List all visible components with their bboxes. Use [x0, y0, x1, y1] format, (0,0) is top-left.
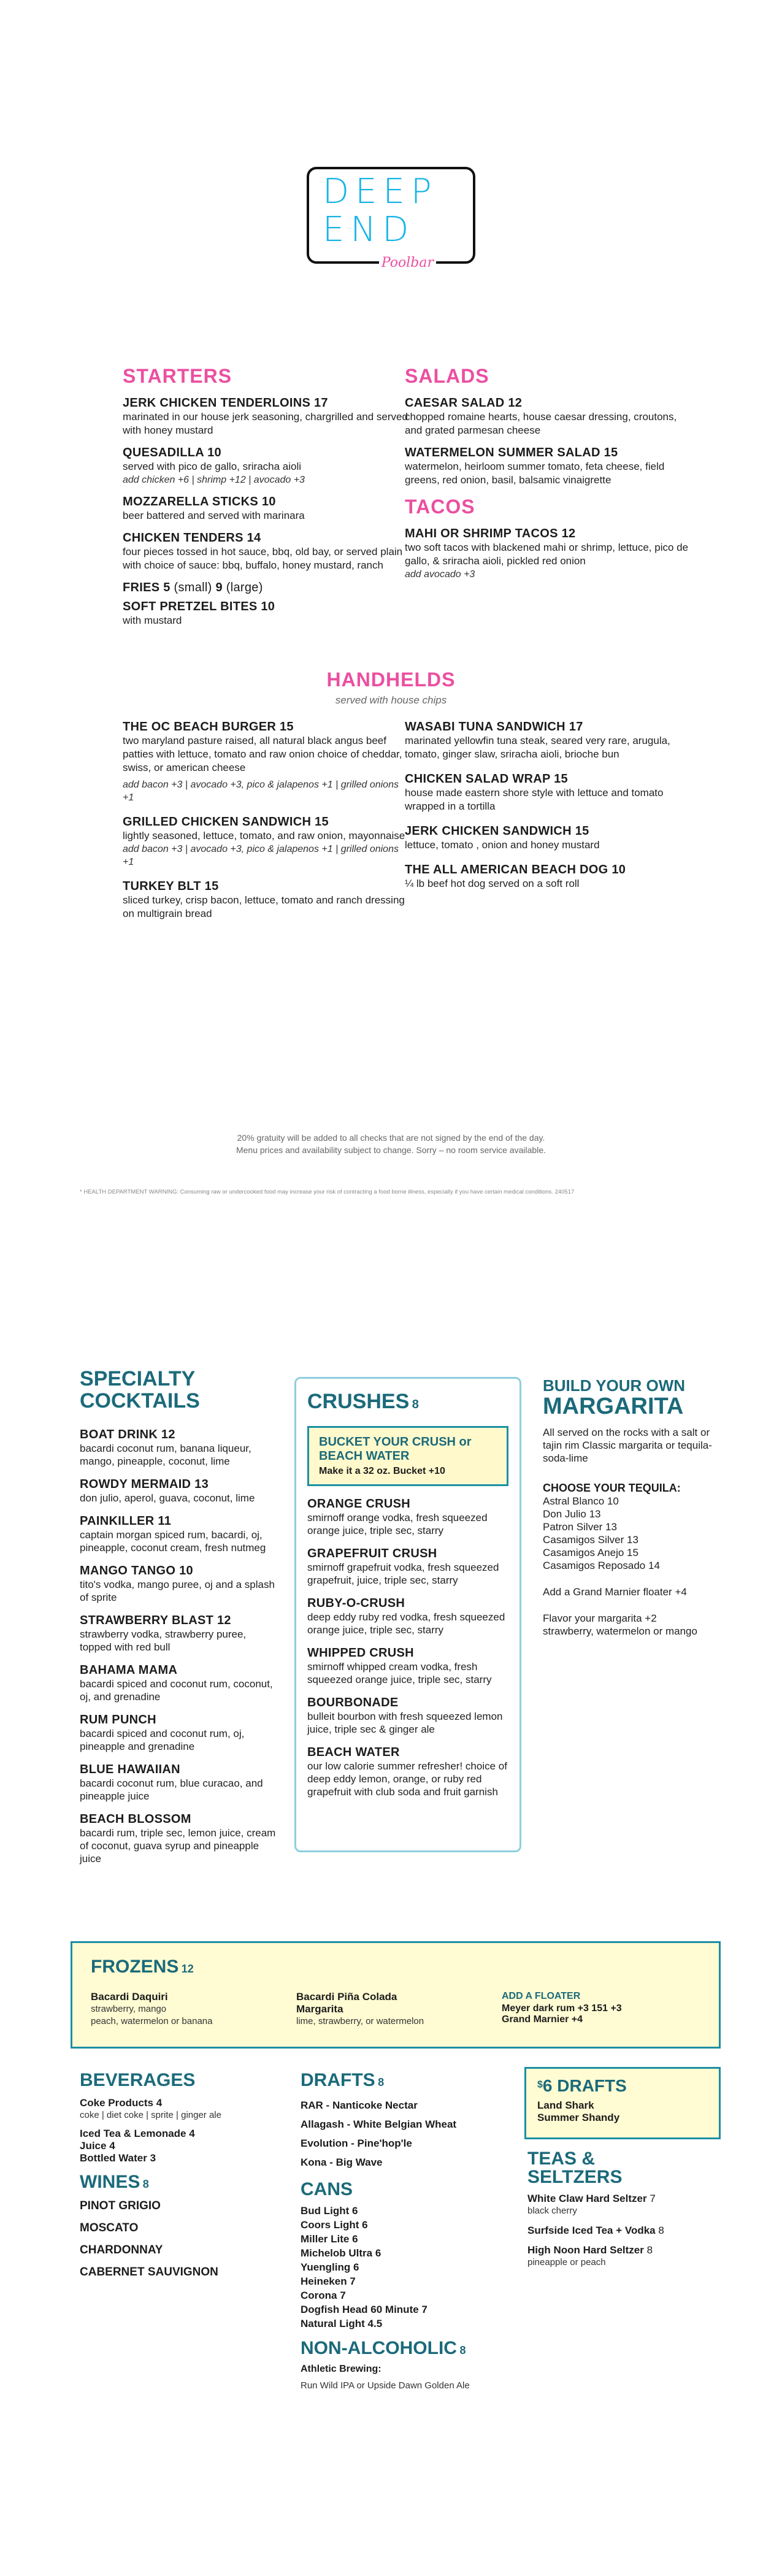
six-drafts-section — [524, 2067, 721, 2139]
specialty-title-1: SPECIALTY — [80, 1367, 196, 1390]
drafts-section — [301, 2070, 509, 2392]
margarita-section — [543, 1377, 721, 1638]
drafts-price: 8 — [378, 2076, 385, 2088]
cocktail-desc: bacardi coconut rum, banana liqueur, mango, pineapple, coconut, lime — [80, 1443, 251, 1467]
can-item: Natural Light 4.5 — [301, 2318, 383, 2329]
crush-name: GRAPEFRUIT CRUSH — [307, 1547, 437, 1560]
dollar-sign: $ — [537, 2079, 543, 2090]
six-drafts-heading — [537, 2076, 708, 2096]
draft-item: Evolution - Pine'hop'le — [301, 2137, 412, 2149]
seltzer-sub: pineapple or peach — [527, 2257, 606, 2267]
can-item: Heineken 7 — [301, 2275, 356, 2287]
menu-item-desc: with mustard — [123, 615, 182, 626]
drafts-title: DRAFTS — [301, 2070, 375, 2090]
frozens-price: 12 — [181, 1963, 194, 1975]
crushes-price: 8 — [412, 1398, 419, 1411]
handhelds-title: HANDHELDS — [326, 669, 456, 691]
menu-item-name: JERK CHICKEN SANDWICH 15 — [405, 824, 589, 838]
wine-item: MOSCATO — [80, 2221, 139, 2234]
menu-item-desc: ¼ lb beef hot dog served on a soft roll — [405, 878, 580, 889]
beverages-section — [80, 2070, 276, 2283]
logo — [307, 167, 475, 270]
menu-item-name: WATERMELON SUMMER SALAD 15 — [405, 446, 618, 459]
gratuity-note: 20% gratuity will be added to all checks that are not signed by the end of the day. — [237, 1133, 545, 1143]
crushes-section — [294, 1377, 521, 1852]
cocktail-name: STRAWBERRY BLAST 12 — [80, 1614, 231, 1627]
menu-item-name: WASABI TUNA SANDWICH 17 — [405, 720, 583, 734]
logo-sub: Poolbar — [379, 255, 436, 270]
menu-item-desc: two maryland pasture raised, all natural black angus beef patties with lettuce, tomato and raw onion choice of cheddar, swiss, or american cheese — [123, 735, 402, 773]
menu-item-desc: lettuce, tomato , onion and honey mustard — [405, 839, 600, 851]
cocktail-name: BEACH BLOSSOM — [80, 1812, 191, 1826]
menu-item-name — [123, 581, 411, 595]
wines-title: WINES — [80, 2172, 140, 2192]
wines-price: 8 — [142, 2178, 149, 2190]
handhelds-left — [123, 711, 411, 921]
menu-item-name: SOFT PRETZEL BITES 10 — [123, 600, 275, 613]
cocktail-desc: bacardi coconut rum, blue curacao, and pineapple juice — [80, 1777, 263, 1802]
menu-item-desc: watermelon, heirloom summer tomato, feta cheese, field greens, red onion, basil, balsamic vinaigrette — [405, 461, 665, 486]
non-alcoholic-price: 8 — [459, 2344, 466, 2356]
footer-notes — [0, 1132, 782, 1156]
seltzer-price: 8 — [646, 2244, 653, 2256]
salads-section — [405, 365, 693, 581]
beverage-item: Bottled Water 3 — [80, 2152, 156, 2164]
menu-item-desc: served with pico de gallo, sriracha aioli — [123, 461, 302, 472]
menu-item-desc: beer battered and served with marinara — [123, 510, 305, 521]
cocktail-name: BAHAMA MAMA — [80, 1663, 178, 1677]
can-item: Dogfish Head 60 Minute 7 — [301, 2304, 427, 2315]
frozens-col-2 — [296, 1991, 480, 2028]
beverage-item: Iced Tea & Lemonade 4 — [80, 2128, 195, 2139]
floater-line: Meyer dark rum +3 151 +3 — [502, 2003, 622, 2014]
menu-item-desc: chopped romaine hearts, house caesar dressing, croutons, and grated parmesan cheese — [405, 411, 677, 436]
tequila-item: Casamigos Silver 13 — [543, 1534, 638, 1546]
wines-heading — [80, 2172, 276, 2193]
seltzer-name: Surfside Iced Tea + Vodka — [527, 2225, 656, 2236]
starters-title: STARTERS — [123, 365, 232, 387]
wine-item: PINOT GRIGIO — [80, 2199, 161, 2212]
seltzer-price: 8 — [658, 2225, 664, 2236]
menu-item-desc: marinated in our house jerk seasoning, chargrilled and served with honey mustard — [123, 411, 408, 436]
tequila-heading: CHOOSE YOUR TEQUILA: — [543, 1482, 681, 1494]
crush-name: RUBY-O-CRUSH — [307, 1597, 405, 1610]
specialty-section — [80, 1368, 276, 1865]
draft-item: Kona - Big Wave — [301, 2156, 383, 2168]
non-alcoholic-heading — [301, 2338, 509, 2359]
salads-title: SALADS — [405, 365, 489, 387]
fries-large-price: 9 — [215, 581, 223, 594]
crush-desc: bulleit bourbon with fresh squeezed lemon juice, triple sec & ginger ale — [307, 1711, 503, 1735]
menu-item-name: CHICKEN SALAD WRAP 15 — [405, 772, 568, 786]
cocktail-name: BLUE HAWAIIAN — [80, 1763, 180, 1776]
non-alcoholic-desc: Run Wild IPA or Upside Dawn Golden Ale — [301, 2380, 470, 2391]
specialty-title-2: COCKTAILS — [80, 1389, 200, 1413]
frozen-name: Bacardi Daquiri — [91, 1991, 168, 2003]
starters-section — [123, 365, 411, 627]
crush-name: ORANGE CRUSH — [307, 1497, 411, 1511]
menu-item-name: THE ALL AMERICAN BEACH DOG 10 — [405, 863, 626, 876]
menu-item-options: add bacon +3 | avocado +3, pico & jalapenos +1 | grilled onions +1 — [123, 780, 399, 803]
crush-desc: deep eddy ruby red vodka, fresh squeezed orange juice, triple sec, starry — [307, 1611, 505, 1636]
bucket-sub: Make it a 32 oz. Bucket +10 — [319, 1466, 445, 1476]
health-warning: * HEALTH DEPARTMENT WARNING: Consuming raw or undercooked food may increase your risk of contracting a food borne illness, especially if you have certain medical conditions. 240517 — [80, 1189, 575, 1195]
seltzer-item — [527, 2193, 721, 2205]
frozen-desc: peach, watermelon or banana — [91, 2016, 213, 2026]
handhelds-right — [405, 711, 693, 891]
frozen-name: Bacardi Piña Colada — [296, 1991, 397, 2003]
seltzer-name: White Claw Hard Seltzer — [527, 2193, 647, 2204]
frozens-heading — [91, 1957, 194, 1977]
seltzer-item — [527, 2244, 721, 2256]
teas-section — [527, 2150, 721, 2269]
non-alcoholic-title: NON-ALCOHOLIC — [301, 2338, 457, 2358]
cocktail-name: PAINKILLER 11 — [80, 1514, 172, 1528]
menu-item-name: MOZZARELLA STICKS 10 — [123, 495, 276, 508]
frozens-col-1 — [91, 1991, 275, 2028]
beverage-item: Juice 4 — [80, 2140, 115, 2152]
tequila-item: Patron Silver 13 — [543, 1521, 617, 1533]
tequila-item: Don Julio 13 — [543, 1508, 601, 1520]
crush-desc: smirnoff whipped cream vodka, fresh squeezed orange juice, triple sec, starry — [307, 1661, 492, 1685]
can-item: Miller Lite 6 — [301, 2233, 358, 2245]
menu-item-name: TURKEY BLT 15 — [123, 880, 219, 893]
cocktail-desc: captain morgan spiced rum, bacardi, oj, pineapple, coconut cream, fresh nutmeg — [80, 1529, 266, 1554]
fries-small-price: FRIES 5 — [123, 581, 171, 594]
menu-item-desc: lightly seasoned, lettuce, tomato, and raw onion, mayonnaise — [123, 830, 405, 841]
seltzer-item — [527, 2225, 721, 2237]
menu-item-desc: marinated yellowfin tuna steak, seared very rare, arugula, tomato, ginger slaw, sriracha aioli, brioche bun — [405, 735, 670, 760]
floater-line: Grand Marnier +4 — [502, 2014, 583, 2025]
menu-item-options: add avocado +3 — [405, 569, 475, 580]
bucket-callout — [307, 1426, 508, 1486]
cocktail-desc: tito's vodka, mango puree, oj and a splash of sprite — [80, 1579, 275, 1603]
can-item: Corona 7 — [301, 2290, 346, 2301]
beverages-title: BEVERAGES — [80, 2070, 196, 2090]
crush-desc: our low calorie summer refresher! choice of deep eddy lemon, orange, or ruby red grapefruit with club soda and fruit garnish — [307, 1760, 507, 1798]
cocktail-name: MANGO TANGO 10 — [80, 1564, 193, 1577]
logo-line-1: DEEP — [323, 172, 438, 212]
menu-item-options: add bacon +3 | avocado +3, pico & jalapenos +1 | grilled onions +1 — [123, 844, 399, 867]
seltzer-name: High Noon Hard Seltzer — [527, 2244, 644, 2256]
seltzer-sub: black cherry — [527, 2206, 577, 2216]
flavor-options: strawberry, watermelon or mango — [543, 1625, 697, 1637]
cans-title: CANS — [301, 2179, 353, 2199]
menu-item-name: JERK CHICKEN TENDERLOINS 17 — [123, 396, 328, 410]
menu-item-name: CHICKEN TENDERS 14 — [123, 531, 261, 545]
menu-item-name: GRILLED CHICKEN SANDWICH 15 — [123, 815, 329, 829]
tequila-item: Astral Blanco 10 — [543, 1495, 619, 1507]
crushes-heading — [307, 1390, 508, 1414]
menu-item-desc: house made eastern shore style with lettuce and tomato wrapped in a tortilla — [405, 787, 664, 812]
crushes-title: CRUSHES — [307, 1390, 410, 1413]
beverage-sub: coke | diet coke | sprite | ginger ale — [80, 2110, 221, 2120]
availability-note: Menu prices and availability subject to change. Sorry – no room service available. — [236, 1145, 546, 1155]
frozen-desc: lime, strawberry, or watermelon — [296, 2016, 424, 2026]
draft-item: Allagash - White Belgian Wheat — [301, 2118, 457, 2130]
teas-title-1: TEAS & — [527, 2149, 596, 2169]
cocktail-desc: bacardi spiced and coconut rum, oj, pineapple and grenadine — [80, 1728, 245, 1752]
draft-item: RAR - Nanticoke Nectar — [301, 2099, 418, 2111]
six-draft-item: Summer Shandy — [537, 2112, 620, 2123]
cocktail-name: RUM PUNCH — [80, 1713, 156, 1727]
floater-note: Add a Grand Marnier floater +4 — [543, 1586, 687, 1598]
margarita-title-1: BUILD YOUR OWN — [543, 1376, 686, 1395]
crush-desc: smirnoff grapefruit vodka, fresh squeezed grapefruit, juice, triple sec, starry — [307, 1562, 499, 1586]
can-item: Yuengling 6 — [301, 2261, 359, 2273]
logo-line-2: END — [323, 210, 415, 250]
crush-name: BOURBONADE — [307, 1696, 399, 1709]
floater-title: ADD A FLOATER — [502, 1991, 581, 2001]
non-alcoholic-label: Athletic Brewing: — [301, 2364, 381, 2374]
margarita-title-2: MARGARITA — [543, 1393, 684, 1419]
menu-item-name: QUESADILLA 10 — [123, 446, 221, 459]
menu-item-desc: four pieces tossed in hot sauce, bbq, old bay, or served plain with choice of sauce: bbq, buffalo, honey mustard, ranch — [123, 546, 403, 571]
cocktail-desc: bacardi spiced and coconut rum, coconut, oj, and grenadine — [80, 1678, 273, 1703]
frozens-col-3 — [502, 1991, 704, 2025]
menu-item-desc: sliced turkey, crisp bacon, lettuce, tomato and ranch dressing on multigrain bread — [123, 894, 405, 919]
menu-item-name: MAHI OR SHRIMP TACOS 12 — [405, 527, 576, 540]
crush-name: BEACH WATER — [307, 1746, 400, 1759]
beverage-item: Coke Products 4 — [80, 2097, 163, 2109]
margarita-desc: All served on the rocks with a salt or tajin rim Classic margarita or tequila-soda-lime — [543, 1427, 712, 1464]
tequila-item: Casamigos Reposado 14 — [543, 1560, 660, 1571]
can-item: Bud Light 6 — [301, 2205, 358, 2217]
crush-name: WHIPPED CRUSH — [307, 1646, 414, 1660]
cocktail-desc: strawberry vodka, strawberry puree, topped with red bull — [80, 1628, 247, 1653]
frozen-name: Margarita — [296, 2003, 343, 2015]
menu-item-options: add chicken +6 | shrimp +12 | avocado +3 — [123, 475, 305, 485]
can-item: Coors Light 6 — [301, 2219, 368, 2231]
bucket-title: BUCKET YOUR CRUSH or BEACH WATER — [319, 1435, 472, 1463]
cocktail-desc: bacardi rum, triple sec, lemon juice, cream of coconut, guava syrup and pineapple juice — [80, 1827, 276, 1865]
fries-small-label: (small) — [170, 581, 216, 594]
six-draft-item: Land Shark — [537, 2099, 594, 2111]
can-item: Michelob Ultra 6 — [301, 2247, 381, 2259]
frozen-desc: strawberry, mango — [91, 2004, 167, 2014]
crush-desc: smirnoff orange vodka, fresh squeezed orange juice, triple sec, starry — [307, 1512, 488, 1536]
cocktail-name: BOAT DRINK 12 — [80, 1428, 175, 1441]
menu-item-desc: two soft tacos with blackened mahi or shrimp, lettuce, pico de gallo, & sriracha aioli, pickled red onion — [405, 542, 689, 567]
cocktail-desc: don julio, aperol, guava, coconut, lime — [80, 1492, 255, 1504]
frozens-section — [71, 1941, 721, 2049]
menu-item-name: CAESAR SALAD 12 — [405, 396, 523, 410]
six-drafts-title: 6 DRAFTS — [542, 2076, 627, 2095]
cocktail-name: ROWDY MERMAID 13 — [80, 1478, 209, 1491]
wine-item: CABERNET SAUVIGNON — [80, 2266, 218, 2279]
menu-item-name: THE OC BEACH BURGER 15 — [123, 720, 294, 734]
teas-title-2: SELTZERS — [527, 2167, 623, 2187]
seltzer-price: 7 — [650, 2193, 656, 2204]
wine-item: CHARDONNAY — [80, 2244, 163, 2256]
fries-large-label: (large) — [222, 581, 263, 594]
frozens-title: FROZENS — [91, 1957, 179, 1977]
tequila-item: Casamigos Anejo 15 — [543, 1547, 638, 1558]
drafts-heading — [301, 2070, 509, 2091]
tacos-title: TACOS — [405, 496, 475, 518]
flavor-note: Flavor your margarita +2 — [543, 1612, 657, 1624]
handhelds-subtitle: served with house chips — [335, 694, 447, 706]
